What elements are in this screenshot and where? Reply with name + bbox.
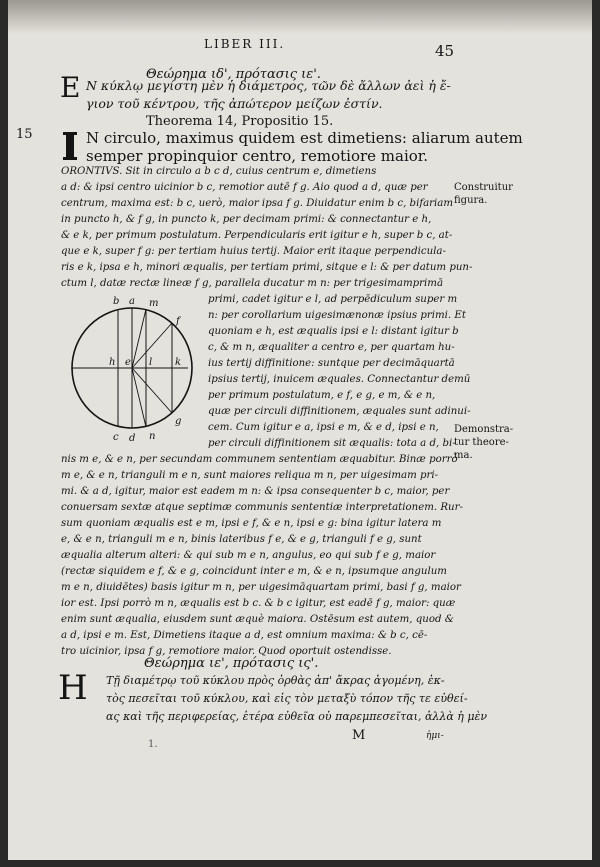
label-a: a <box>129 296 135 307</box>
running-head: LIBER III. <box>204 37 286 51</box>
margin-note-line: Demonstra- <box>454 424 514 435</box>
commentary-line: (rectæ siquidem e f, & e g, coincidunt inter e m, & e n, ipsumque angulum <box>61 566 447 577</box>
segment-em <box>132 309 146 368</box>
greek-drop-initial-2: H <box>58 668 88 708</box>
commentary-line: centrum, maxima est: b c, uerò, maior ipsa f g. Diuidatur enim b c, bifariam <box>61 198 454 209</box>
greek-line-2: Τῇ διαμέτρῳ τοῦ κύκλου πρὸς ὀρθὰς ἀπ' ἄκρας ἀγομένη, ἐκ- <box>106 674 445 687</box>
commentary-line: ius tertij diffinitione: suntque per decimāquartā <box>208 358 455 369</box>
label-n: n <box>149 431 156 442</box>
greek-line: γιον τοῦ κέντρου, τῆς ἀπώτερον μείζων ἐστίν. <box>86 96 383 111</box>
commentary-line: a d, ipsi e m. Est, Dimetiens itaque a d, est omnium maxima: & b c, cē- <box>61 630 428 641</box>
commentary-line: n: per corollarium uigesimænonæ ipsius primi. Et <box>208 310 466 321</box>
label-h: h <box>109 357 116 368</box>
label-d: d <box>129 433 136 444</box>
segment-eg <box>132 368 172 413</box>
circle-diagram <box>60 292 206 444</box>
commentary-line: quæ per circuli diffinitionem, æquales sunt adinui- <box>208 406 471 417</box>
theorem-heading: Theorema 14, Propositio 15. <box>146 114 334 129</box>
commentary-line: æqualia alterum alteri: & qui sub m e n, angulus, eo qui sub f e g, maior <box>61 550 436 561</box>
latin-drop-initial-I <box>63 132 77 160</box>
commentary-line: per circuli diffinitionem sit æqualis: tota a d, bi- <box>208 438 456 449</box>
label-g: g <box>175 416 182 427</box>
commentary-line: enim sunt æqualia, eiusdem sunt æquè maiora. Ostēsum est autem, quod & <box>61 614 454 625</box>
catchword: ἡμι- <box>426 731 444 741</box>
book-page <box>8 0 592 860</box>
margin-note-line: figura. <box>454 195 488 206</box>
line-number: 15 <box>16 127 33 142</box>
commentary-line: tro uicinior, ipsa f g, remotiore maior. Quod oportuit ostendisse. <box>61 646 392 657</box>
margin-note-line: tur theore- <box>454 437 509 448</box>
commentary-line: mi. & a d, igitur, maior est eadem m n: & ipsa consequenter b c, maior, per <box>61 486 450 497</box>
commentary-line: ctum l, datæ rectæ lineæ f g, parallela ducatur m n: per trigesimamprimā <box>61 278 444 289</box>
greek-drop-initial: E <box>60 71 81 104</box>
commentary-line: c, & m n, æqualiter a centro e, per quartam hu- <box>208 342 455 353</box>
commentary-line: ior est. Ipsi porrò m n, æqualis est b c. & b c igitur, est eadē f g, maior: quæ <box>61 598 456 609</box>
greek-heading-2: Θεώρημα ιε', πρότασις ις'. <box>144 656 319 671</box>
greek-line-2: τὸς πεσεῖται τοῦ κύκλου, καὶ εἰς τὸν μεταξὺ τόπον τῆς τε εὐθεί- <box>106 692 468 705</box>
greek-heading: Θεώρημα ιδ', πρότασις ιε'. <box>146 67 321 82</box>
bottom-mark: 1. <box>148 739 158 750</box>
label-k: k <box>175 357 182 368</box>
greek-line: Ν κύκλῳ μεγίστη μὲν ἡ διάμετρος, τῶν δὲ ἄλλων ἀεὶ ἡ ἔ- <box>86 78 451 93</box>
greek-line-2: ας καὶ τῆς περιφερείας, ἑτέρα εὐθεῖα οὐ παρεμπεσεῖται, ἀλλὰ ἡ μὲν <box>106 710 488 723</box>
label-b: b <box>113 296 120 307</box>
label-e: e <box>125 357 131 368</box>
label-c: c <box>113 432 119 443</box>
commentary-line: nis m e, & e n, per secundam communem sententiam æquabitur. Binæ porrò <box>61 454 458 465</box>
commentary-line: primi, cadet igitur e l, ad perpēdiculum super m <box>208 294 458 305</box>
commentary-line: ipsius tertij, inuicem æquales. Connectantur demū <box>208 374 471 385</box>
proposition-line: semper propinquior centro, remotiore maior. <box>86 147 429 165</box>
label-l: l <box>149 357 153 368</box>
signature-mark: M <box>352 728 366 743</box>
commentary-line: a d: & ipsi centro uicinior b c, remotior autē f g. Aio quod a d, quæ per <box>61 182 428 193</box>
commentary-line: per primum postulatum, e f, e g, e m, & e n, <box>208 390 436 401</box>
label-f: f <box>176 316 180 327</box>
commentary-line: m e, & e n, trianguli m e n, sunt maiores reliqua m n, per uigesimam pri- <box>61 470 439 481</box>
commentary-line: in puncto h, & f g, in puncto k, per decimam primi: & connectantur e h, <box>61 214 432 225</box>
margin-note-line: Construitur <box>454 182 513 193</box>
commentary-line: que e k, super f g: per tertiam huius tertij. Maior erit itaque perpendicula- <box>61 246 446 257</box>
commentary-line: cem. Cum igitur e a, ipsi e m, & e d, ipsi e n, <box>208 422 439 433</box>
margin-note-line: ma. <box>454 450 473 461</box>
segment-en <box>132 368 146 427</box>
commentary-line: conuersam sextæ atque septimæ communis sententiæ interpretationem. Rur- <box>61 502 463 513</box>
page-top-shadow <box>8 0 592 34</box>
commentary-line: & e k, per primum postulatum. Perpendicularis erit igitur e h, super b c, at- <box>61 230 453 241</box>
commentary-line: quoniam e h, est æqualis ipsi e l: distant igitur b <box>208 326 459 337</box>
proposition-line: N circulo, maximus quidem est dimetiens: aliarum autem <box>86 129 523 147</box>
commentary-line: e, & e n, trianguli m e n, binis lateribus f e, & e g, trianguli f e g, sunt <box>61 534 422 545</box>
commentary-line: sum quoniam æqualis est e m, ipsi e f, & e n, ipsi e g: bina igitur latera m <box>61 518 442 529</box>
commentary-line: ORONTIVS. Sit in circulo a b c d, cuius centrum e, dimetiens <box>61 166 377 177</box>
folio-number: 45 <box>435 42 455 60</box>
commentary-line: ris e k, ipsa e h, minori æqualis, per tertiam primi, sitque e l: & per datum pun- <box>61 262 473 273</box>
label-m: m <box>149 298 159 309</box>
commentary-line: m e n, diuidētes) basis igitur m n, per uigesimāquartam primi, basi f g, maior <box>61 582 461 593</box>
